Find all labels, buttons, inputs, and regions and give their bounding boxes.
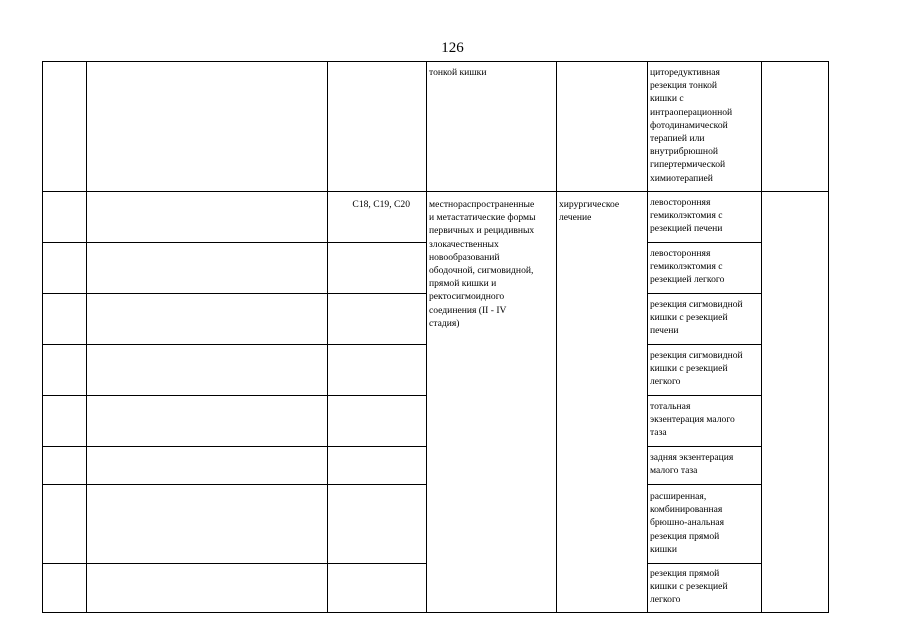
method-cell: резекция сигмовидной кишки с резекцией печени xyxy=(650,299,743,337)
method-cell: расширенная, комбинированная брюшно-анальная резекция прямой кишки xyxy=(650,491,725,555)
page-number: 126 xyxy=(441,40,464,56)
diagnosis-cell: тонкой кишки xyxy=(429,67,487,78)
method-cell: резекция прямой кишки с резекцией легкого xyxy=(650,568,728,606)
method-cell: левосторонняя гемиколэктомия с резекцией печени xyxy=(650,197,723,235)
method-cell: резекция сигмовидной кишки с резекцией легкого xyxy=(650,350,743,388)
diagnosis-cell: местнораспространенные и метастатические формы первичных и рецидивных злокачественных новообразований ободочной, сигмовидной, прямой кишки и ректосигмоидного соединения (II - IV стадия) xyxy=(429,199,536,329)
icd-codes-cell: C18, C19, C20 xyxy=(352,199,410,210)
method-cell: левосторонняя гемиколэктомия с резекцией легкого xyxy=(650,248,725,286)
treatment-type-cell: хирургическое лечение xyxy=(559,199,620,224)
method-cell: тотальная экзентерация малого таза xyxy=(650,401,735,439)
method-cell: циторедуктивная резекция тонкой кишки с интраоперационной фотодинамической терапией или внутрибрюшной гипертермической химиотерапией xyxy=(650,67,733,184)
method-cell: задняя экзентерация малого таза xyxy=(650,452,734,477)
